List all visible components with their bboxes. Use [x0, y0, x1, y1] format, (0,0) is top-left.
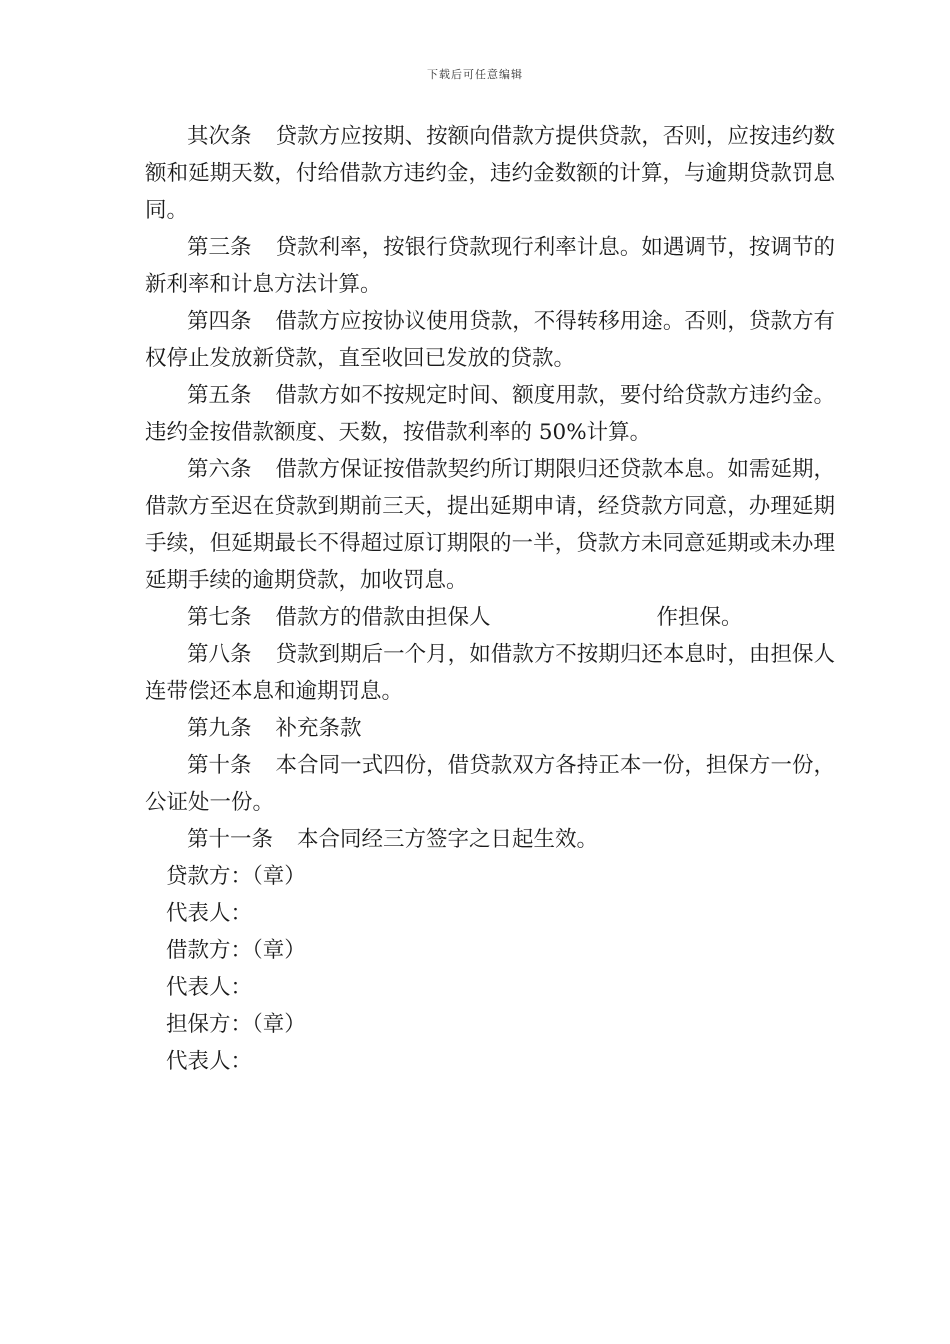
article-number: 第四条 — [187, 309, 252, 334]
article-text: 贷款到期后一个月，如借款方不按期归还本息时，由担保人连带偿还本息和逾期罚息。 — [145, 642, 835, 704]
article-number: 第六条 — [187, 457, 252, 482]
article-2 — [145, 118, 835, 229]
article-number: 第三条 — [187, 235, 252, 260]
signature-lender: 贷款方：（章） — [166, 864, 306, 889]
article-number: 其次条 — [187, 124, 252, 149]
article-9 — [145, 710, 835, 747]
signature-lender-representative: 代表人： — [166, 901, 253, 926]
contract-body — [145, 118, 842, 1080]
signature-borrower-representative: 代表人： — [166, 975, 253, 1000]
article-text: 本合同一式四份，借贷款双方各持正本一份，担保方一份， 公证处一份。 — [145, 753, 842, 815]
article-number: 第九条 — [187, 716, 252, 741]
article-11 — [145, 821, 835, 858]
article-number: 第十条 — [187, 753, 252, 778]
article-10 — [145, 747, 842, 821]
article-text: 借款方如不按规定时间、额度用款，要付给贷款方违约金。违约金按借款额度、天数，按借款利率的 50%计算。 — [145, 383, 835, 445]
article-text: 借款方的借款由担保人 — [275, 605, 491, 630]
article-number: 第七条 — [187, 605, 252, 630]
article-text-after: 作担保。 — [656, 605, 743, 630]
signature-guarantor-representative: 代表人： — [166, 1049, 253, 1074]
article-7 — [145, 599, 835, 636]
article-6 — [145, 451, 835, 599]
page-header-note: 下载后可任意编辑 — [427, 68, 523, 81]
article-3 — [145, 229, 835, 303]
article-number: 第八条 — [187, 642, 252, 667]
article-text: 借款方保证按借款契约所订期限归还贷款本息。如需延期，借款方至迟在贷款到期前三天，提出延期申请，经贷款方同意，办理延期手续，但延期最长不得超过原订期限的一半，贷款方未同意延期或未办理延期手续的逾期贷款，加收罚息。 — [145, 457, 835, 593]
article-text: 借款方应按协议使用贷款，不得转移用途。否则，贷款方有权停止发放新贷款，直至收回已发放的贷款。 — [145, 309, 835, 371]
article-number: 第十一条 — [187, 827, 274, 852]
signature-borrower: 借款方：（章） — [166, 938, 306, 963]
article-4 — [145, 303, 835, 377]
article-number: 第五条 — [187, 383, 252, 408]
article-text: 贷款方应按期、按额向借款方提供贷款，否则，应按违约数额和延期天数，付给借款方违约金，违约金数额的计算，与逾期贷款罚息同。 — [145, 124, 835, 223]
article-8 — [145, 636, 835, 710]
article-5 — [145, 377, 835, 451]
article-text: 补充条款 — [275, 716, 362, 741]
signature-guarantor: 担保方：（章） — [166, 1012, 306, 1037]
article-text: 本合同经三方签字之日起生效。 — [297, 827, 599, 852]
article-text: 贷款利率，按银行贷款现行利率计息。如遇调节，按调节的新利率和计息方法计算。 — [145, 235, 835, 297]
